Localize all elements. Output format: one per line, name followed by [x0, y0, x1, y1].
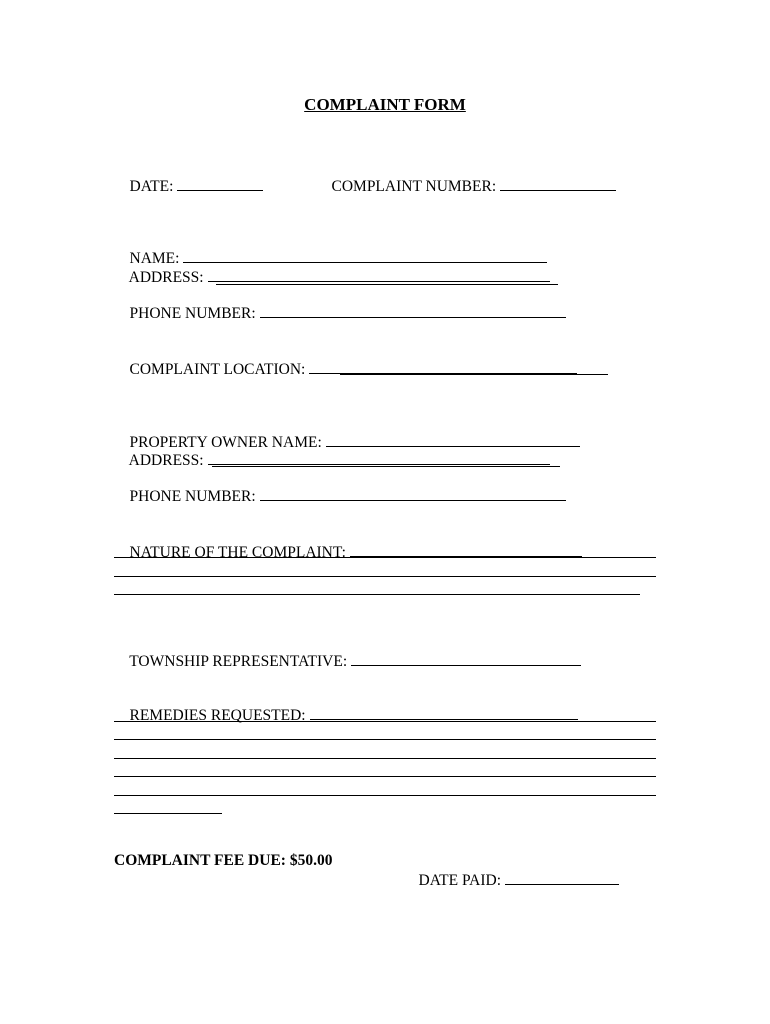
complaint-number-field[interactable]: [500, 176, 616, 191]
complaint-location-row: [114, 341, 577, 397]
complaint-fee-due: COMPLAINT FEE DUE: $50.00: [114, 852, 333, 869]
complaint-location-field-line-2[interactable]: [340, 374, 608, 375]
phone-label: PHONE NUMBER:: [129, 305, 256, 322]
remedies-field-line-5[interactable]: [114, 776, 656, 777]
remedies-label: REMEDIES REQUESTED:: [129, 707, 306, 724]
complaint-number-label: COMPLAINT NUMBER:: [331, 178, 497, 195]
phone-row: [114, 285, 566, 341]
owner-address-field-line-2[interactable]: [212, 466, 560, 467]
remedies-row: [114, 687, 578, 743]
owner-phone-label: PHONE NUMBER:: [129, 488, 256, 505]
name-label: NAME:: [129, 250, 180, 267]
nature-field-line-4[interactable]: [114, 594, 640, 595]
date-paid-row: [403, 852, 619, 908]
nature-field-line-2[interactable]: [114, 557, 656, 558]
nature-row: [114, 524, 582, 580]
remedies-field-line-4[interactable]: [114, 758, 656, 759]
date-field[interactable]: [177, 176, 263, 191]
owner-address-field-line-1[interactable]: [208, 450, 550, 465]
property-owner-name-label: PROPERTY OWNER NAME:: [129, 434, 322, 451]
address-field-line-1[interactable]: [208, 267, 550, 282]
township-rep-label: TOWNSHIP REPRESENTATIVE:: [129, 653, 348, 670]
remedies-field-line-6[interactable]: [114, 795, 656, 796]
owner-phone-row: [114, 468, 566, 524]
complaint-location-label: COMPLAINT LOCATION:: [129, 361, 306, 378]
date-paid-label: DATE PAID:: [418, 872, 502, 889]
form-title: COMPLAINT FORM: [304, 95, 466, 114]
nature-field-line-1[interactable]: [350, 542, 582, 557]
township-rep-field[interactable]: [351, 651, 581, 666]
remedies-field-line-1[interactable]: [310, 705, 578, 720]
date-row: [114, 158, 263, 214]
address-label: ADDRESS:: [128, 269, 204, 286]
remedies-field-line-7[interactable]: [114, 813, 222, 814]
owner-phone-field[interactable]: [260, 486, 566, 501]
complaint-location-field-line-1[interactable]: [309, 359, 577, 374]
phone-field[interactable]: [260, 303, 566, 318]
complaint-number-row: [316, 158, 616, 214]
nature-field-line-3[interactable]: [114, 576, 656, 577]
remedies-field-line-2[interactable]: [114, 721, 656, 722]
owner-address-label: ADDRESS:: [128, 452, 204, 469]
remedies-field-line-3[interactable]: [114, 739, 656, 740]
township-rep-row: [114, 633, 581, 689]
date-paid-field[interactable]: [505, 870, 619, 885]
nature-label: NATURE OF THE COMPLAINT:: [129, 544, 346, 561]
date-label: DATE:: [129, 178, 174, 195]
